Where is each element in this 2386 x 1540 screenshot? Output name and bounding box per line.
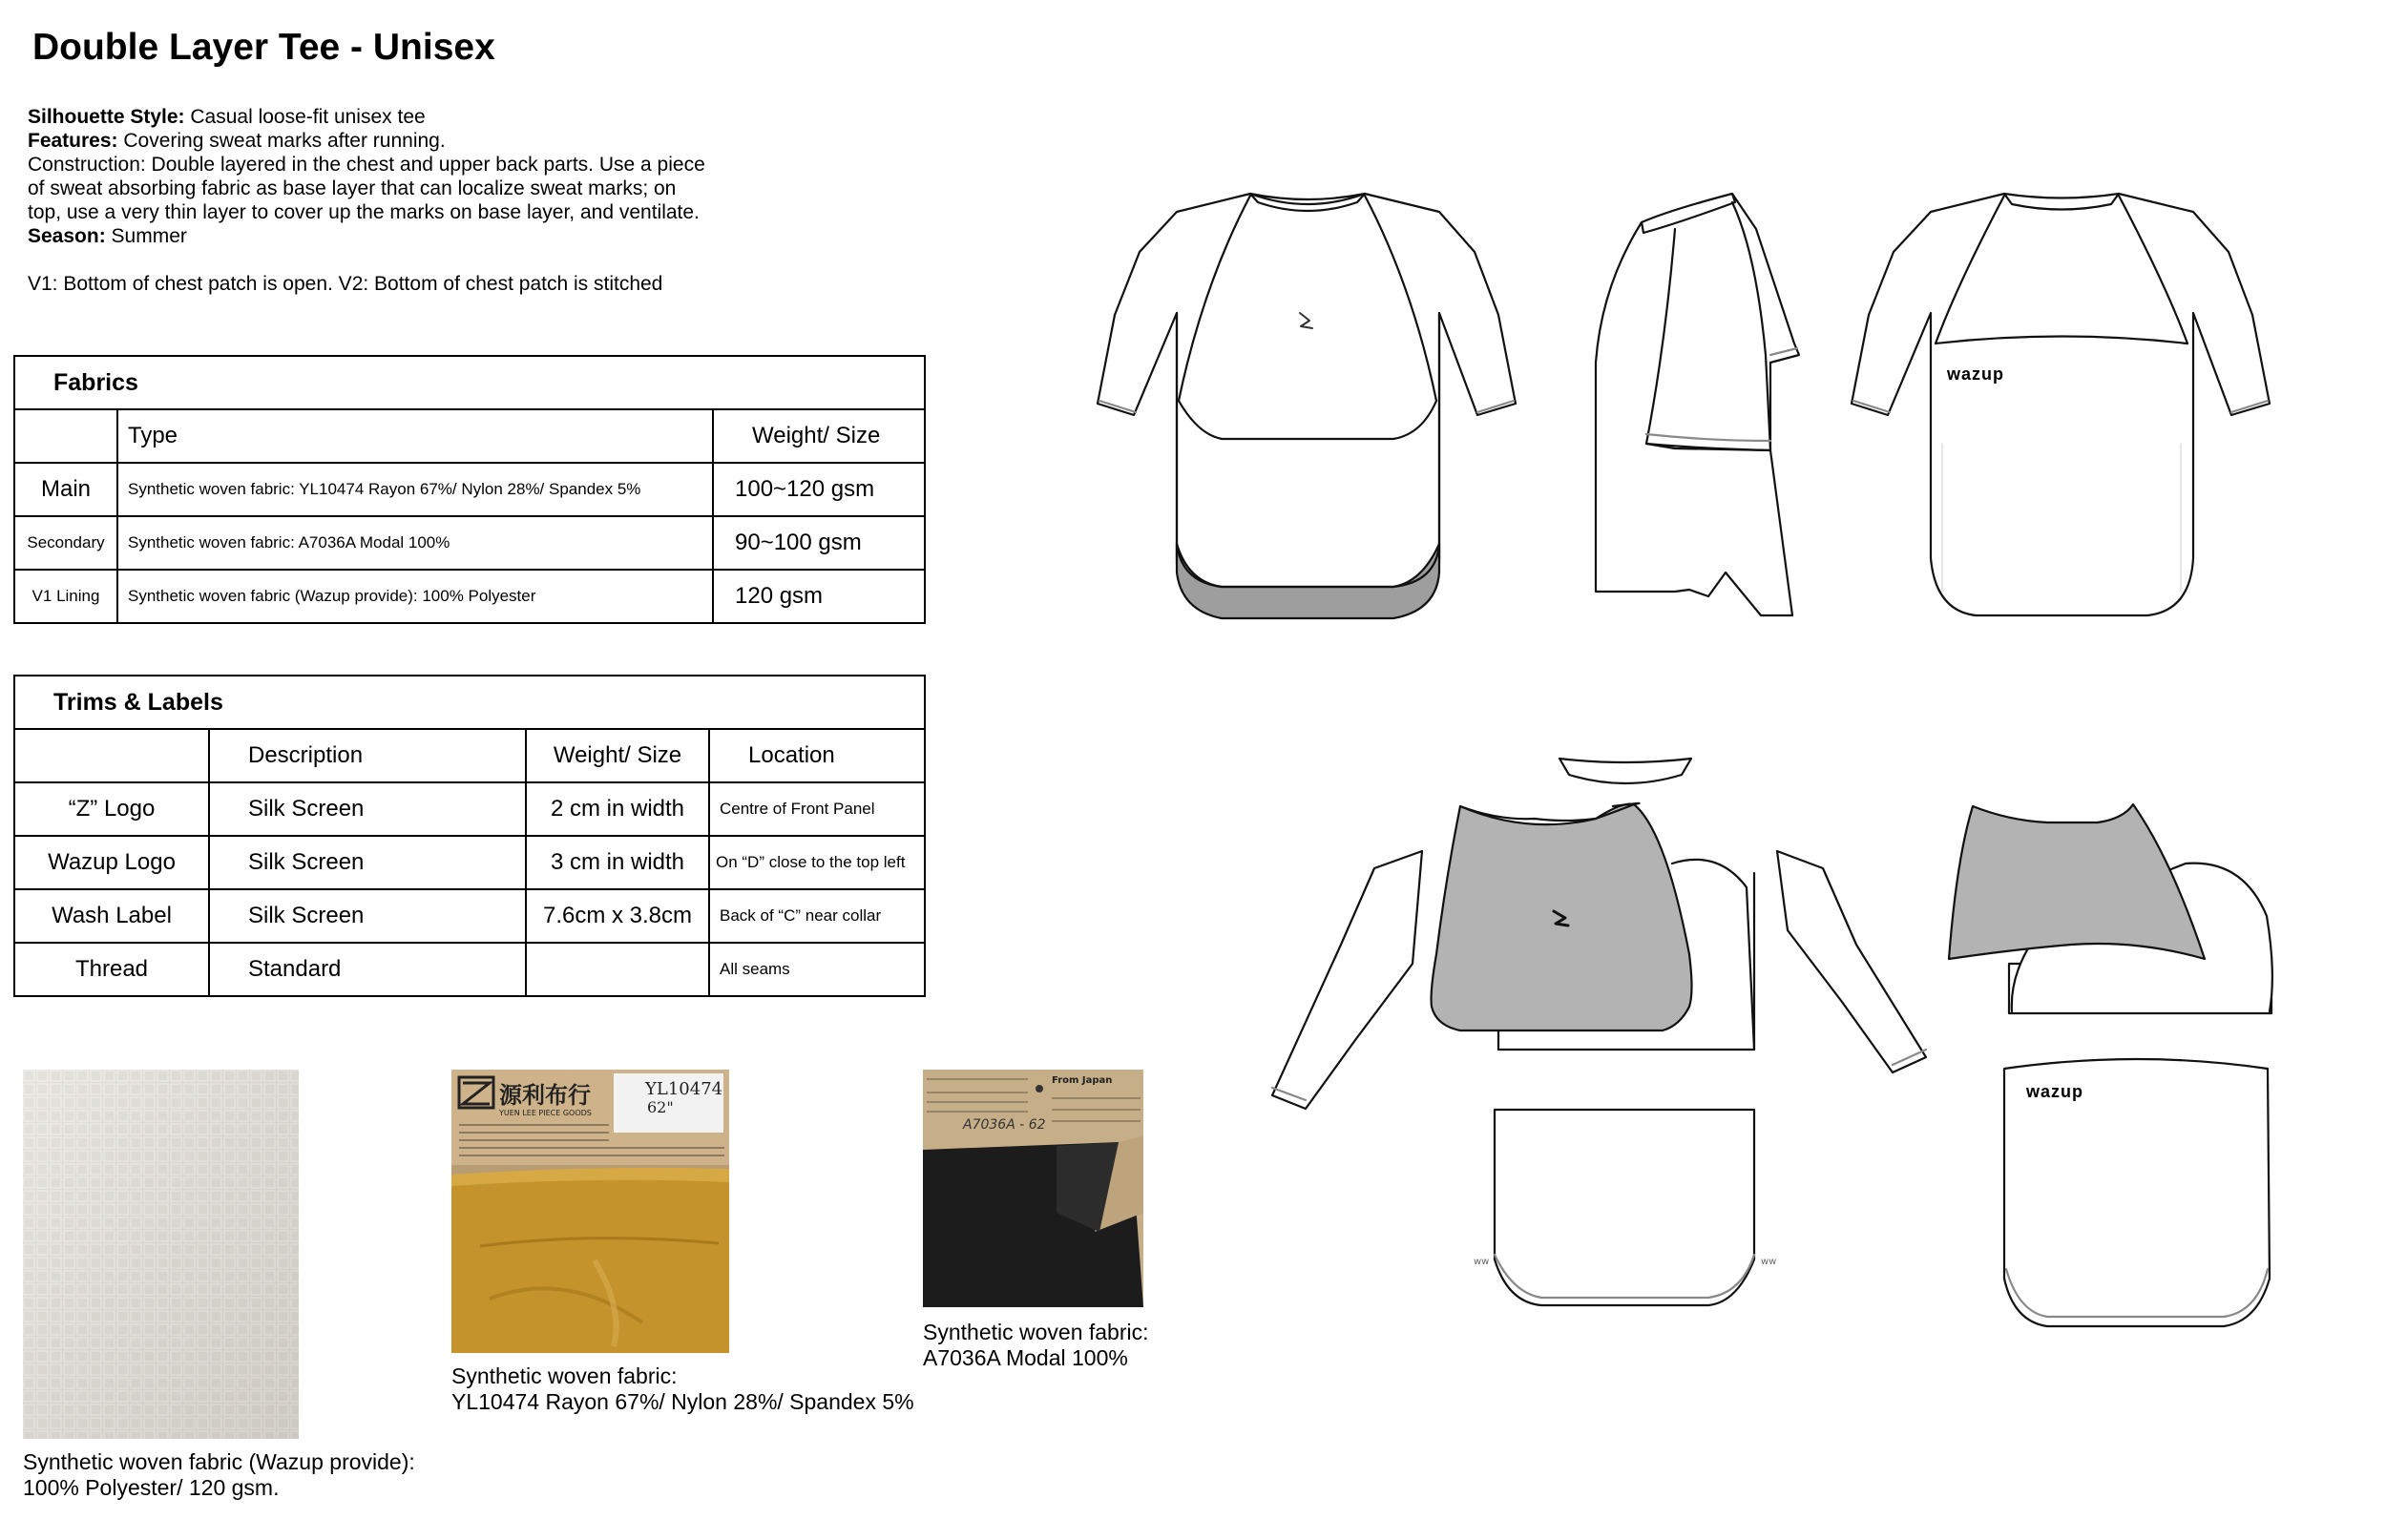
caption-line: A7036A Modal 100% <box>923 1345 1128 1370</box>
front-body-piece-sketch <box>1432 803 1754 1050</box>
trim-label: Wash Label <box>14 889 209 943</box>
trim-weight: 3 cm in width <box>526 836 709 889</box>
right-sleeve-piece-sketch <box>1777 851 1926 1072</box>
collar-piece-sketch <box>1559 759 1691 783</box>
fabric-type: Synthetic woven fabric (Wazup provide): 100% Polyester <box>117 570 713 623</box>
trim-description: Silk Screen <box>209 836 526 889</box>
svg-text:ww: ww <box>1474 1257 1490 1267</box>
card-code-text: YL10474 <box>645 1079 723 1099</box>
trims-col-location: Location <box>709 729 925 782</box>
features-value: Covering sweat marks after running. <box>123 130 446 152</box>
back-view-sketch <box>1852 194 2270 615</box>
trim-label: Wazup Logo <box>14 836 209 889</box>
fabric-label: Main <box>14 463 117 516</box>
trims-col-description: Description <box>209 729 526 782</box>
trim-location: On “D” close to the top left <box>709 836 925 889</box>
wazup-logo-back-piece: wazup <box>2026 1082 2084 1101</box>
fabrics-col-type: Type <box>117 409 713 463</box>
trims-col-weight: Weight/ Size <box>526 729 709 782</box>
season-value: Summer <box>111 225 187 247</box>
trim-weight: 7.6cm x 3.8cm <box>526 889 709 943</box>
fabric-label: V1 Lining <box>14 570 117 623</box>
construction-text: Construction: Double layered in the chest and upper back parts. Use a piece of sweat absorbing fabric as base layer that can localize sweat marks; on top, use a very thin layer to cover up the marks on base layer, and ventilate. <box>28 154 705 223</box>
fabric-weight: 90~100 gsm <box>713 516 925 570</box>
left-sleeve-piece-sketch <box>1272 851 1422 1109</box>
trim-location: Back of “C” near collar <box>709 889 925 943</box>
trims-heading: Trims & Labels <box>14 676 925 729</box>
fabric-weight: 120 gsm <box>713 570 925 623</box>
silhouette-label: Silhouette Style: <box>28 106 185 128</box>
trim-location: Centre of Front Panel <box>709 782 925 836</box>
fabrics-col-weight: Weight/ Size <box>713 409 925 463</box>
fabric-type: Synthetic woven fabric: A7036A Modal 100% <box>117 516 713 570</box>
side-view-sketch <box>1596 194 1799 615</box>
card-brand-en-text: YUEN LEE PIECE GOODS <box>499 1109 592 1117</box>
page-title: Double Layer Tee - Unisex <box>32 27 495 68</box>
card-brand-text: 源利布行 <box>499 1082 591 1109</box>
features-label: Features: <box>28 130 118 152</box>
caption-line: 100% Polyester/ 120 gsm. <box>23 1475 280 1500</box>
front-view-sketch <box>1098 194 1516 618</box>
trim-location: All seams <box>709 943 925 996</box>
silhouette-value: Casual loose-fit unisex tee <box>190 106 426 128</box>
caption-line: Synthetic woven fabric (Wazup provide): <box>23 1449 415 1474</box>
card-width-text: 62" <box>647 1098 674 1116</box>
caption-line: Synthetic woven fabric: <box>923 1320 1149 1344</box>
trim-label: Thread <box>14 943 209 996</box>
trim-description: Silk Screen <box>209 782 526 836</box>
card-code-text: A7036A - 62 <box>963 1117 1046 1133</box>
fabric-label: Secondary <box>14 516 117 570</box>
card-label-text: From Japan <box>1052 1075 1113 1086</box>
wazup-logo-back: wazup <box>1947 364 2005 384</box>
caption-line: Synthetic woven fabric: <box>451 1363 678 1388</box>
trim-description: Standard <box>209 943 526 996</box>
versions-text: V1: Bottom of chest patch is open. V2: Bottom of chest patch is stitched <box>28 273 663 295</box>
front-lower-piece-sketch <box>1474 1110 1776 1305</box>
back-yoke-piece-sketch <box>1949 804 2272 1013</box>
fabrics-heading: Fabrics <box>14 356 925 409</box>
svg-text:ww: ww <box>1761 1257 1777 1267</box>
fabric-weight: 100~120 gsm <box>713 463 925 516</box>
season-label: Season: <box>28 225 106 247</box>
trim-label: “Z” Logo <box>14 782 209 836</box>
trim-description: Silk Screen <box>209 889 526 943</box>
fabric-type: Synthetic woven fabric: YL10474 Rayon 67%/ Nylon 28%/ Spandex 5% <box>117 463 713 516</box>
caption-line: YL10474 Rayon 67%/ Nylon 28%/ Spandex 5% <box>451 1389 914 1414</box>
trim-weight: 2 cm in width <box>526 782 709 836</box>
